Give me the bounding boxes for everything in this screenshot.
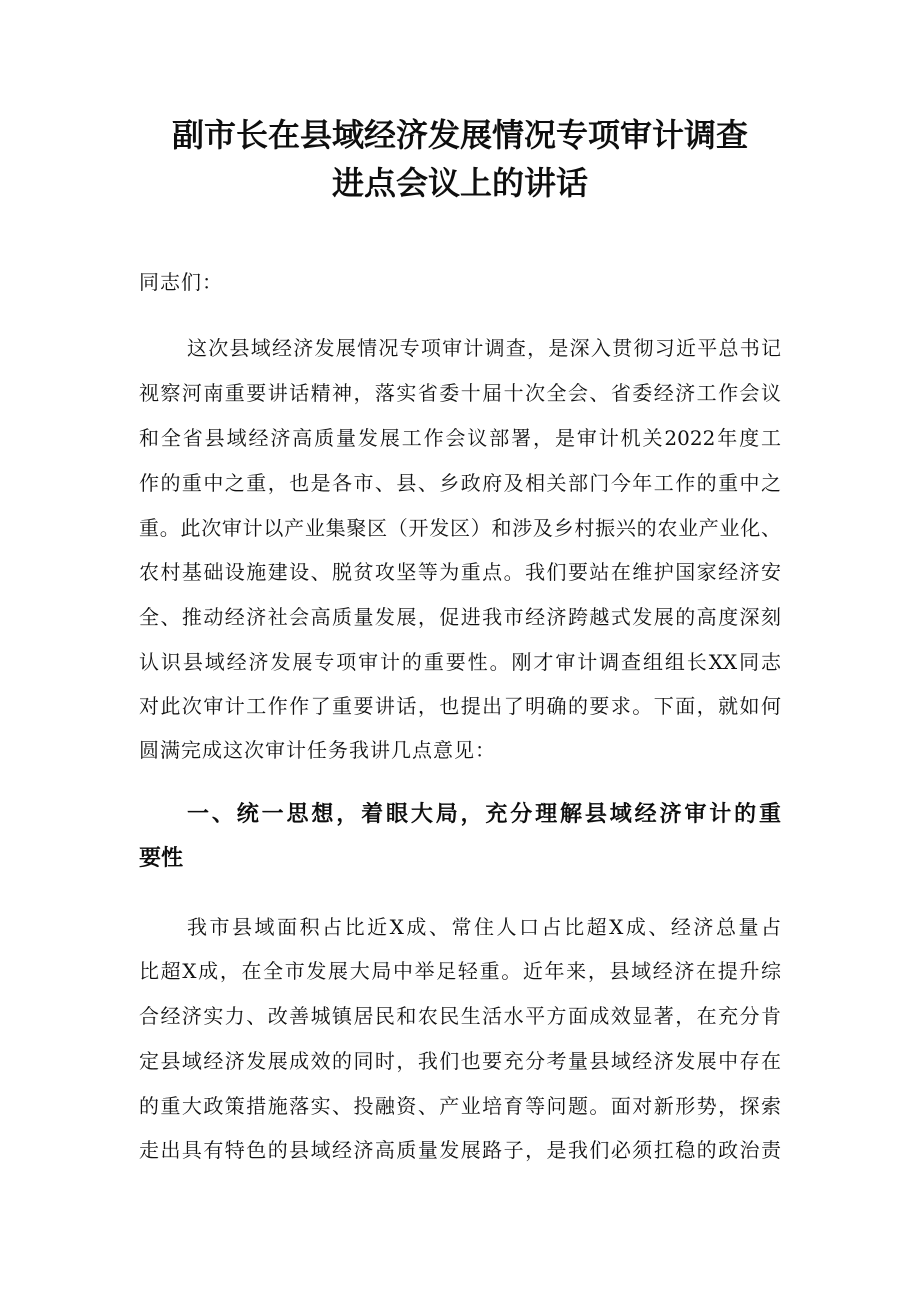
paragraph-2-line: 我市县域面积占比近X成、常住人口占比超X成、经济总量占 [187,915,781,939]
paragraph-1-line: 圆满完成这次审计任务我讲几点意见： [139,738,496,762]
paragraph-1-line: 对此次审计工作作了重要讲话，也提出了明确的要求。下面，就如何 [139,694,781,718]
paragraph-2-line: 合经济实力、改善城镇居民和农民生活水平方面成效显著，在充分肯 [139,1004,781,1028]
paragraph-2-line: 的重大政策措施落实、投融资、产业培育等问题。面对新形势，探索 [139,1094,781,1118]
document-title-line-1: 副市长在县域经济发展情况专项审计调查 [171,116,748,154]
paragraph-1-line: 和全省县域经济高质量发展工作会议部署，是审计机关2022年度工 [139,426,781,450]
paragraph-1-line: 全、推动经济社会高质量发展，促进我市经济跨越式发展的高度深刻 [139,605,781,629]
section-heading-line-2: 要性 [139,846,184,871]
paragraph-1-line: 这次县域经济发展情况专项审计调查，是深入贯彻习近平总书记 [187,336,781,360]
salutation: 同志们： [139,270,223,294]
paragraph-1-line: 视察河南重要讲话精神，落实省委十届十次全会、省委经济工作会议 [139,381,781,405]
paragraph-1-line: 作的重中之重，也是各市、县、乡政府及相关部门今年工作的重中之 [139,471,781,495]
section-heading-line-1: 一、统一思想，着眼大局，充分理解县域经济审计的重 [187,802,781,827]
paragraph-2-line: 走出具有特色的县域经济高质量发展路子，是我们必须扛稳的政治责 [139,1138,781,1162]
document-title-line-2: 进点会议上的讲话 [331,164,588,202]
paragraph-1-line: 认识县域经济发展专项审计的重要性。刚才审计调查组组长XX同志 [139,650,781,674]
paragraph-2-line: 定县域经济发展成效的同时，我们也要充分考量县域经济发展中存在 [139,1049,781,1073]
paragraph-1-line: 重。此次审计以产业集聚区（开发区）和涉及乡村振兴的农业产业化、 [139,516,781,540]
paragraph-2-line: 比超X成，在全市发展大局中举足轻重。近年来，县域经济在提升综 [139,959,781,983]
paragraph-1-line: 农村基础设施建设、脱贫攻坚等为重点。我们要站在维护国家经济安 [139,560,781,584]
